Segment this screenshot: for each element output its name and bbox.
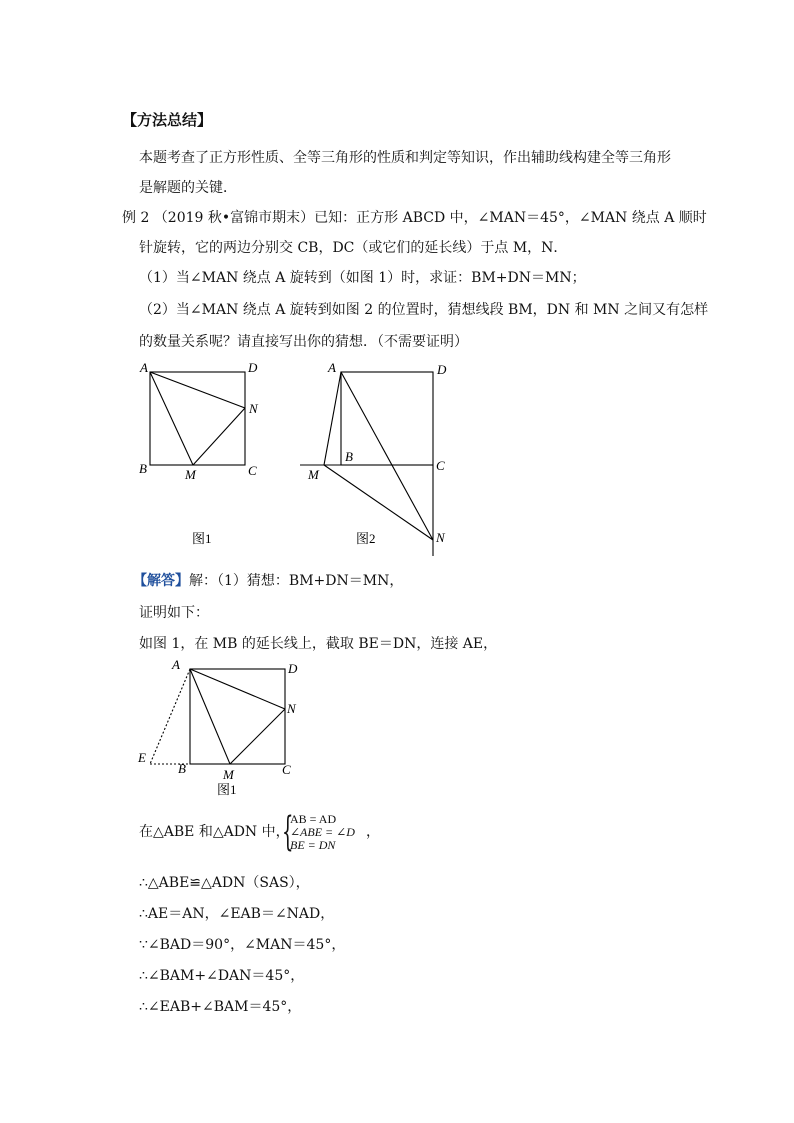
fig2-line-mn [324,465,433,540]
system-line-3: BE = DN [290,838,336,852]
proof-step-4: ∴∠BAM+∠DAN＝45°， [139,968,305,984]
problem-part-2-line-1: （2）当∠MAN 绕点 A 旋转到如图 2 的位置时，猜想线段 BM，DN 和 MN 之间又有怎样 [139,302,709,318]
answer-line-1 [133,571,403,591]
fig1-label-n: N [249,401,258,416]
fig3-label-e: E [138,750,146,765]
problem-line-2: 针旋转，它的两边分别交 CB，DC（或它们的延长线）于点 M，N． [139,240,568,256]
system-line-2: ∠ABE = ∠D [290,825,355,839]
proof-step-5: ∴∠EAB+∠BAM＝45°， [139,999,302,1015]
fig3-label-d: D [288,661,298,676]
fig3-caption: 图1 [217,782,237,797]
congruence-intro: 在△ABE 和△ADN 中， [139,824,290,840]
figure-2 [300,360,447,556]
fig3-dashed-ae [150,669,190,764]
fig1-caption: 图1 [192,531,212,546]
problem-part-2-line-2: 的数量关系呢？请直接写出你的猜想．（不需要证明） [139,334,468,350]
problem-part-1: （1）当∠MAN 绕点 A 旋转到（如图 1）时，求证：BM+DN＝MN； [139,270,586,286]
fig3-label-m: M [223,767,234,782]
fig2-line-am [324,372,341,465]
fig2-label-n: N [436,530,445,545]
proof-figure [130,652,310,800]
fig1-label-a: A [140,360,148,375]
problem-figures [130,355,470,560]
fig1-line-mn [193,408,245,465]
answer-line-1-text: 解：（1）猜想：BM+DN＝MN， [189,573,404,589]
system-brace: { [282,809,294,855]
congruence-system [290,813,355,852]
fig1-label-d: D [248,360,258,375]
fig2-square [341,372,433,465]
fig3-label-c: C [282,762,291,777]
problem-line-1: 例 2 （2019 秋•富锦市期末）已知：正方形 ABCD 中，∠MAN＝45°，∠MAN 绕点 A 顺时 [122,210,707,226]
system-tail: ， [366,824,380,840]
proof-step-1: ∴△ABE≌△ADN（SAS）， [139,875,310,891]
fig3-line-mn [230,709,285,764]
answer-tag: 【解答】 [133,573,189,589]
answer-line-2: 证明如下： [139,605,209,621]
fig3-label-a: A [172,657,180,672]
fig1-label-b: B [139,461,147,476]
fig3-label-b: B [178,761,186,776]
answer-line-3: 如图 1，在 MB 的延长线上，截取 BE＝DN，连接 AE， [139,636,498,652]
summary-line-1: 本题考查了正方形性质、全等三角形的性质和判定等知识，作出辅助线构建全等三角形 [139,150,671,166]
fig1-square [150,372,245,465]
fig2-label-m: M [308,467,319,482]
fig3-label-n: N [287,701,296,716]
fig2-label-d: D [437,362,447,377]
fig2-caption: 图2 [356,531,376,546]
summary-heading: 【方法总结】 [122,111,213,129]
figure-1 [139,360,259,546]
fig2-label-c: C [436,458,445,473]
proof-step-2: ∴AE＝AN，∠EAB＝∠NAD， [139,906,335,922]
proof-step-3: ∵∠BAD＝90°，∠MAN＝45°， [139,937,346,953]
fig1-label-m: M [185,467,196,482]
fig2-label-b: B [345,449,353,464]
fig2-label-a: A [328,360,336,375]
system-line-1: AB = AD [290,812,337,826]
fig3-square [190,669,285,764]
summary-line-2: 是解题的关键． [139,180,237,196]
fig2-line-an [341,372,433,540]
fig1-label-c: C [248,463,257,478]
